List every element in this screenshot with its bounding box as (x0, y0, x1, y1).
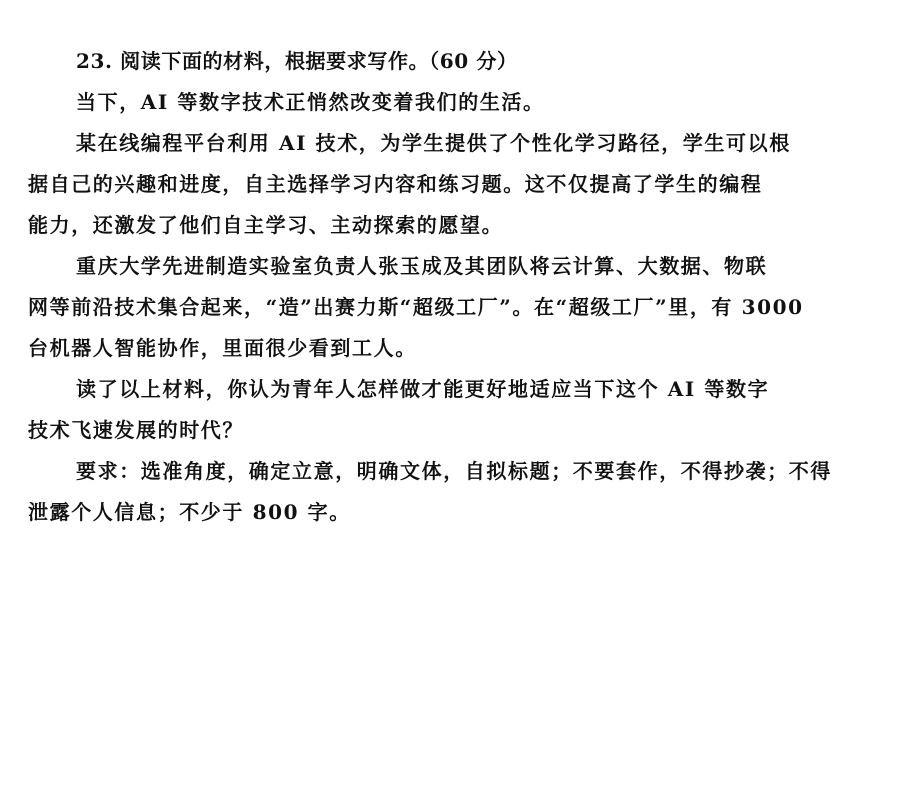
paragraph-intro (28, 87, 858, 128)
paragraph-line: 能力，还激发了他们自主学习、主动探索的愿望。 (28, 213, 504, 237)
paragraph-line: 技术飞速发展的时代？ (28, 418, 244, 442)
paragraph-line: 某在线编程平台利用 AI 技术，为学生提供了个性化学习路径，学生可以根 (76, 131, 791, 155)
paragraph-super-factory (28, 251, 858, 374)
question-title-text: 23. 阅读下面的材料，根据要求写作。（60 分） (76, 49, 518, 73)
paragraph-online-platform (28, 128, 858, 251)
paragraph-line: 要求：选准角度，确定立意，明确文体，自拟标题；不要套作，不得抄袭；不得 (76, 459, 832, 483)
paragraph-line: 读了以上材料，你认为青年人怎样做才能更好地适应当下这个 AI 等数字 (76, 377, 770, 401)
paragraph-line: 台机器人智能协作，里面很少看到工人。 (28, 336, 417, 360)
paragraph-requirements (28, 456, 858, 538)
question-title (28, 46, 858, 87)
paragraph-line: 据自己的兴趣和进度，自主选择学习内容和练习题。这不仅提高了学生的编程 (28, 172, 763, 196)
paragraph-line: 泄露个人信息；不少于 800 字。 (28, 500, 351, 524)
paragraph-prompt-question (28, 374, 858, 456)
paragraph-line: 当下，AI 等数字技术正悄然改变着我们的生活。 (76, 90, 545, 114)
paragraph-line: 重庆大学先进制造实验室负责人张玉成及其团队将云计算、大数据、物联 (76, 254, 768, 278)
writing-question (28, 46, 858, 538)
paragraph-line: 网等前沿技术集合起来，“造”出赛力斯“超级工厂”。在“超级工厂”里，有 3000 (28, 295, 804, 319)
